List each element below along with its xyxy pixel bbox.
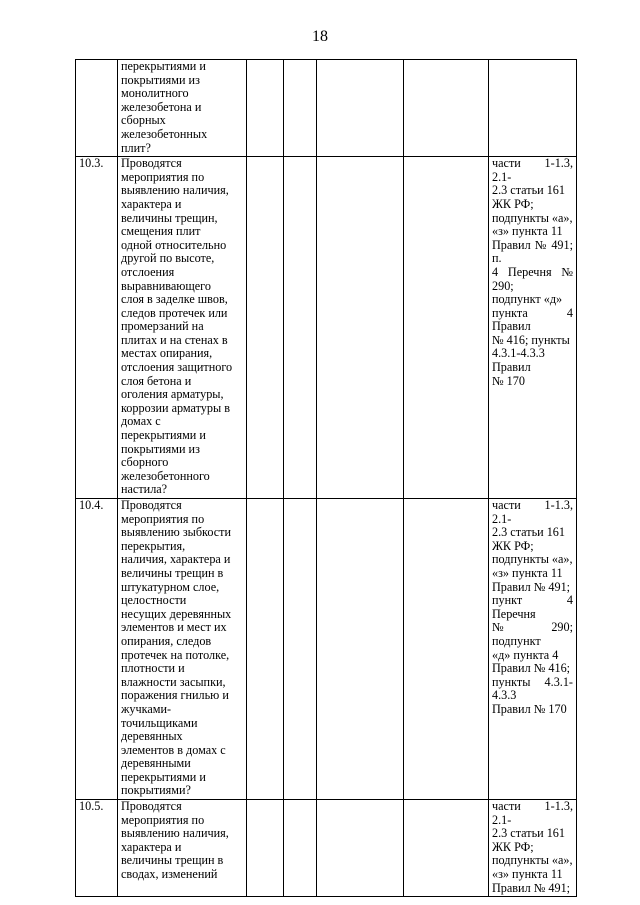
answer-cell-not-applicable — [317, 800, 404, 897]
answer-cell-yes — [247, 800, 284, 897]
answer-cell-no — [284, 800, 317, 897]
answer-cell-no — [284, 157, 317, 499]
answer-cell-not-applicable — [317, 60, 404, 157]
question-text: Проводятся мероприятия по выявлению наличия, характера и величины трещин в сводах, изменений — [118, 800, 247, 897]
answer-cell-note — [404, 157, 489, 499]
answer-cell-yes — [247, 157, 284, 499]
legal-reference: части 1-1.3, 2.1- 2.3 статьи 161 ЖК РФ; подпункты «а», «з» пункта 11 Правил № 491; пункт 4 Перечня № 290; подпункт «д» пункта 4 Правил № 416; пункты 4.3.1-4.3.3 Правил № 170 — [489, 499, 577, 800]
checklist-table — [75, 59, 577, 897]
row-number — [76, 60, 118, 157]
question-text: Проводятся мероприятия по выявлению наличия, характера и величины трещин, смещения плит одной относительно другой по высоте, отслоения выравнивающего слоя в заделке швов, следов протечек или промерзаний на плитах и на стенах в местах опирания, отслоения защитного слоя бетона и оголения арматуры, коррозии арматуры в домах с перекрытиями и покрытиями из сборного железобетонного настила? — [118, 157, 247, 499]
answer-cell-not-applicable — [317, 499, 404, 800]
answer-cell-note — [404, 60, 489, 157]
table-row — [76, 499, 577, 800]
legal-reference: части 1-1.3, 2.1- 2.3 статьи 161 ЖК РФ; подпункты «а», «з» пункта 11 Правил № 491; п. 4 Перечня № 290; подпункт «д» пункта 4 Правил № 416; пункты 4.3.1-4.3.3 Правил № 170 — [489, 157, 577, 499]
legal-reference — [489, 60, 577, 157]
table-row — [76, 157, 577, 499]
row-number: 10.5. — [76, 800, 118, 897]
answer-cell-note — [404, 499, 489, 800]
row-number: 10.4. — [76, 499, 118, 800]
legal-reference: части 1-1.3, 2.1- 2.3 статьи 161 ЖК РФ; подпункты «а», «з» пункта 11 Правил № 491; — [489, 800, 577, 897]
page-number: 18 — [312, 28, 328, 45]
answer-cell-no — [284, 499, 317, 800]
answer-cell-no — [284, 60, 317, 157]
table-row — [76, 60, 577, 157]
table-row — [76, 800, 577, 897]
row-number: 10.3. — [76, 157, 118, 499]
question-text: Проводятся мероприятия по выявлению зыбкости перекрытия, наличия, характера и величины трещин в штукатурном слое, целостности несущих деревянных элементов и мест их опирания, следов протечек на потолке, плотности и влажности засыпки, поражения гнилью и жучками- точильщиками деревянных элементов в домах с деревянными перекрытиями и покрытиями? — [118, 499, 247, 800]
answer-cell-not-applicable — [317, 157, 404, 499]
answer-cell-yes — [247, 60, 284, 157]
answer-cell-note — [404, 800, 489, 897]
question-text: перекрытиями и покрытиями из монолитного железобетона и сборных железобетонных плит? — [118, 60, 247, 157]
answer-cell-yes — [247, 499, 284, 800]
